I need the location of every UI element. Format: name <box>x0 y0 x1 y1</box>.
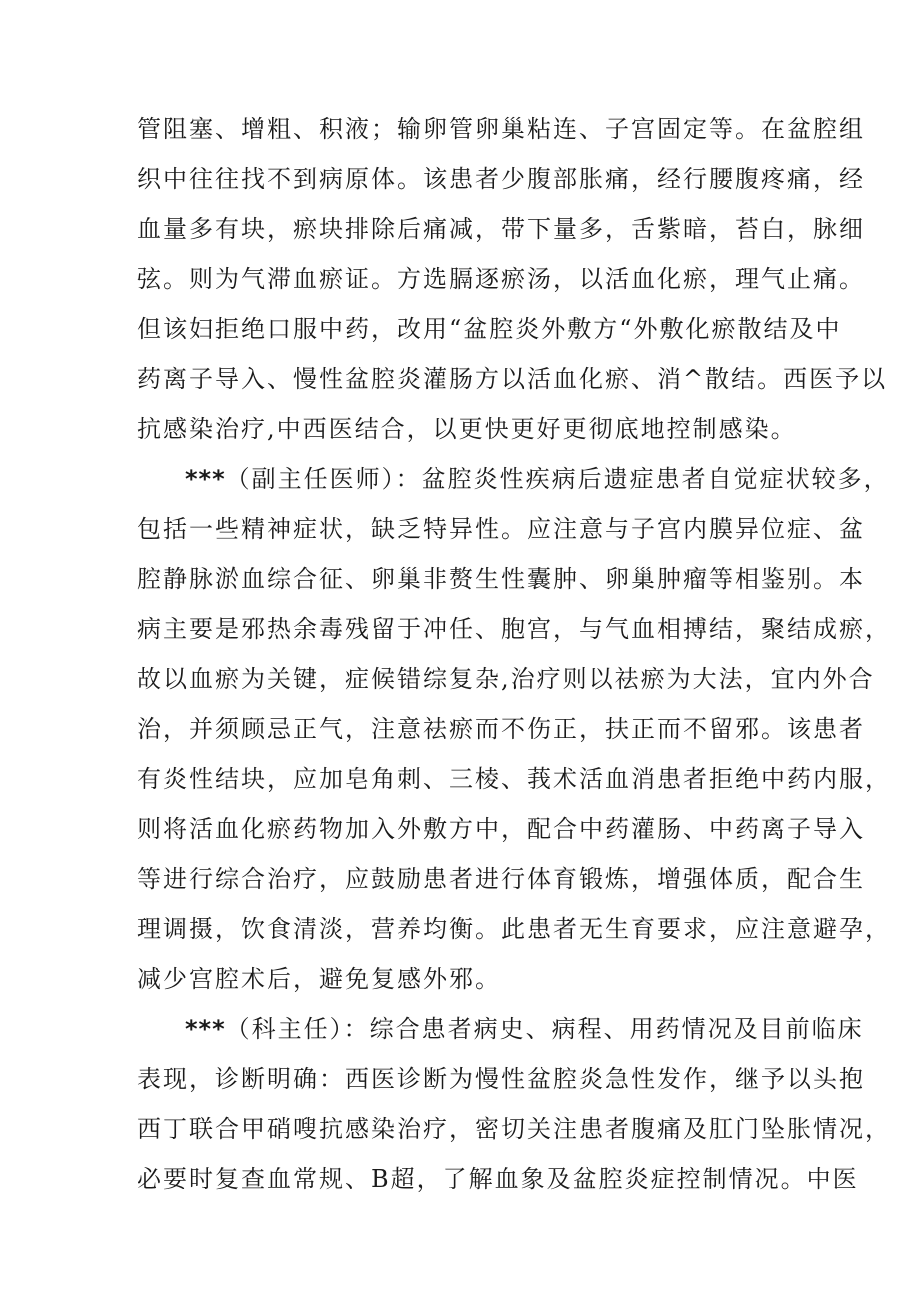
text-line: 药离子导入、慢性盆腔炎灌肠方以活血化瘀、消^散结。西医予以 <box>137 365 888 393</box>
text-line: 理调摄，饮食清淡，营养均衡。此患者无生育要求，应注意避孕， <box>137 915 891 943</box>
text-line: 但该妇拒绝口服中药，改用“盆腔炎外敷方“外敷化瘀散结及中 <box>137 315 842 343</box>
text-line: 必要时复查血常规、B超，了解血象及盆腔炎症控制情况。中医 <box>137 1165 859 1193</box>
text-line: 减少宫腔术后，避免复感外邪。 <box>137 965 501 993</box>
text-line: 腔静脉淤血综合征、卵巢非赘生性囊肿、卵巢肿瘤等相鉴别。本 <box>137 565 865 593</box>
text-line: 表现，诊断明确：西医诊断为慢性盆腔炎急性发作，继予以头抱 <box>137 1065 865 1093</box>
text-line: 等进行综合治疗，应鼓励患者进行体育锻炼，增强体质，配合生 <box>137 865 865 893</box>
text-line: 故以血瘀为关键，症候错综复杂,治疗则以祛瘀为大法，宜内外合 <box>137 665 875 693</box>
text-line: 则将活血化瘀药物加入外敷方中，配合中药灌肠、中药离子导入 <box>137 815 865 843</box>
text-line: 管阻塞、增粗、积液；输卵管卵巢粘连、子宫固定等。在盆腔组 <box>137 115 865 143</box>
text-line: 包括一些精神症状，缺乏特异性。应注意与子宫内膜异位症、盆 <box>137 515 865 543</box>
speaker-role-and-text: （科主任）：综合患者病史、病程、用药情况及目前临床 <box>225 1015 864 1043</box>
speaker-name: *** <box>185 465 226 493</box>
text-line: 血量多有块，瘀块排除后痛减，带下量多，舌紫暗，苔白，脉细 <box>137 215 865 243</box>
text-line: 弦。则为气滞血瘀证。方选膈逐瘀汤，以活血化瘀，理气止痛。 <box>137 265 865 293</box>
text-line: 病主要是邪热余毒残留于冲任、胞宫，与气血相搏结，聚结成瘀， <box>137 615 891 643</box>
text-line: 有炎性结块，应加皂角刺、三棱、莪术活血消患者拒绝中药内服， <box>137 765 891 793</box>
text-line: 织中往往找不到病原体。该患者少腹部胀痛，经行腰腹疼痛，经 <box>137 165 865 193</box>
paragraph-first-line <box>185 459 920 499</box>
text-line: 治，并须顾忌正气，注意祛瘀而不伤正，扶正而不留邪。该患者 <box>137 715 865 743</box>
speaker-role-and-text: （副主任医师）：盆腔炎性疾病后遗症患者自觉症状较多， <box>225 465 890 493</box>
text-line: 西丁联合甲硝嗖抗感染治疗，密切关注患者腹痛及肛门坠胀情况， <box>137 1115 891 1143</box>
speaker-name: *** <box>185 1015 226 1043</box>
text-line: 抗感染治疗,中西医结合，以更快更好更彻底地控制感染。 <box>137 415 797 443</box>
paragraph-first-line <box>185 1009 920 1049</box>
